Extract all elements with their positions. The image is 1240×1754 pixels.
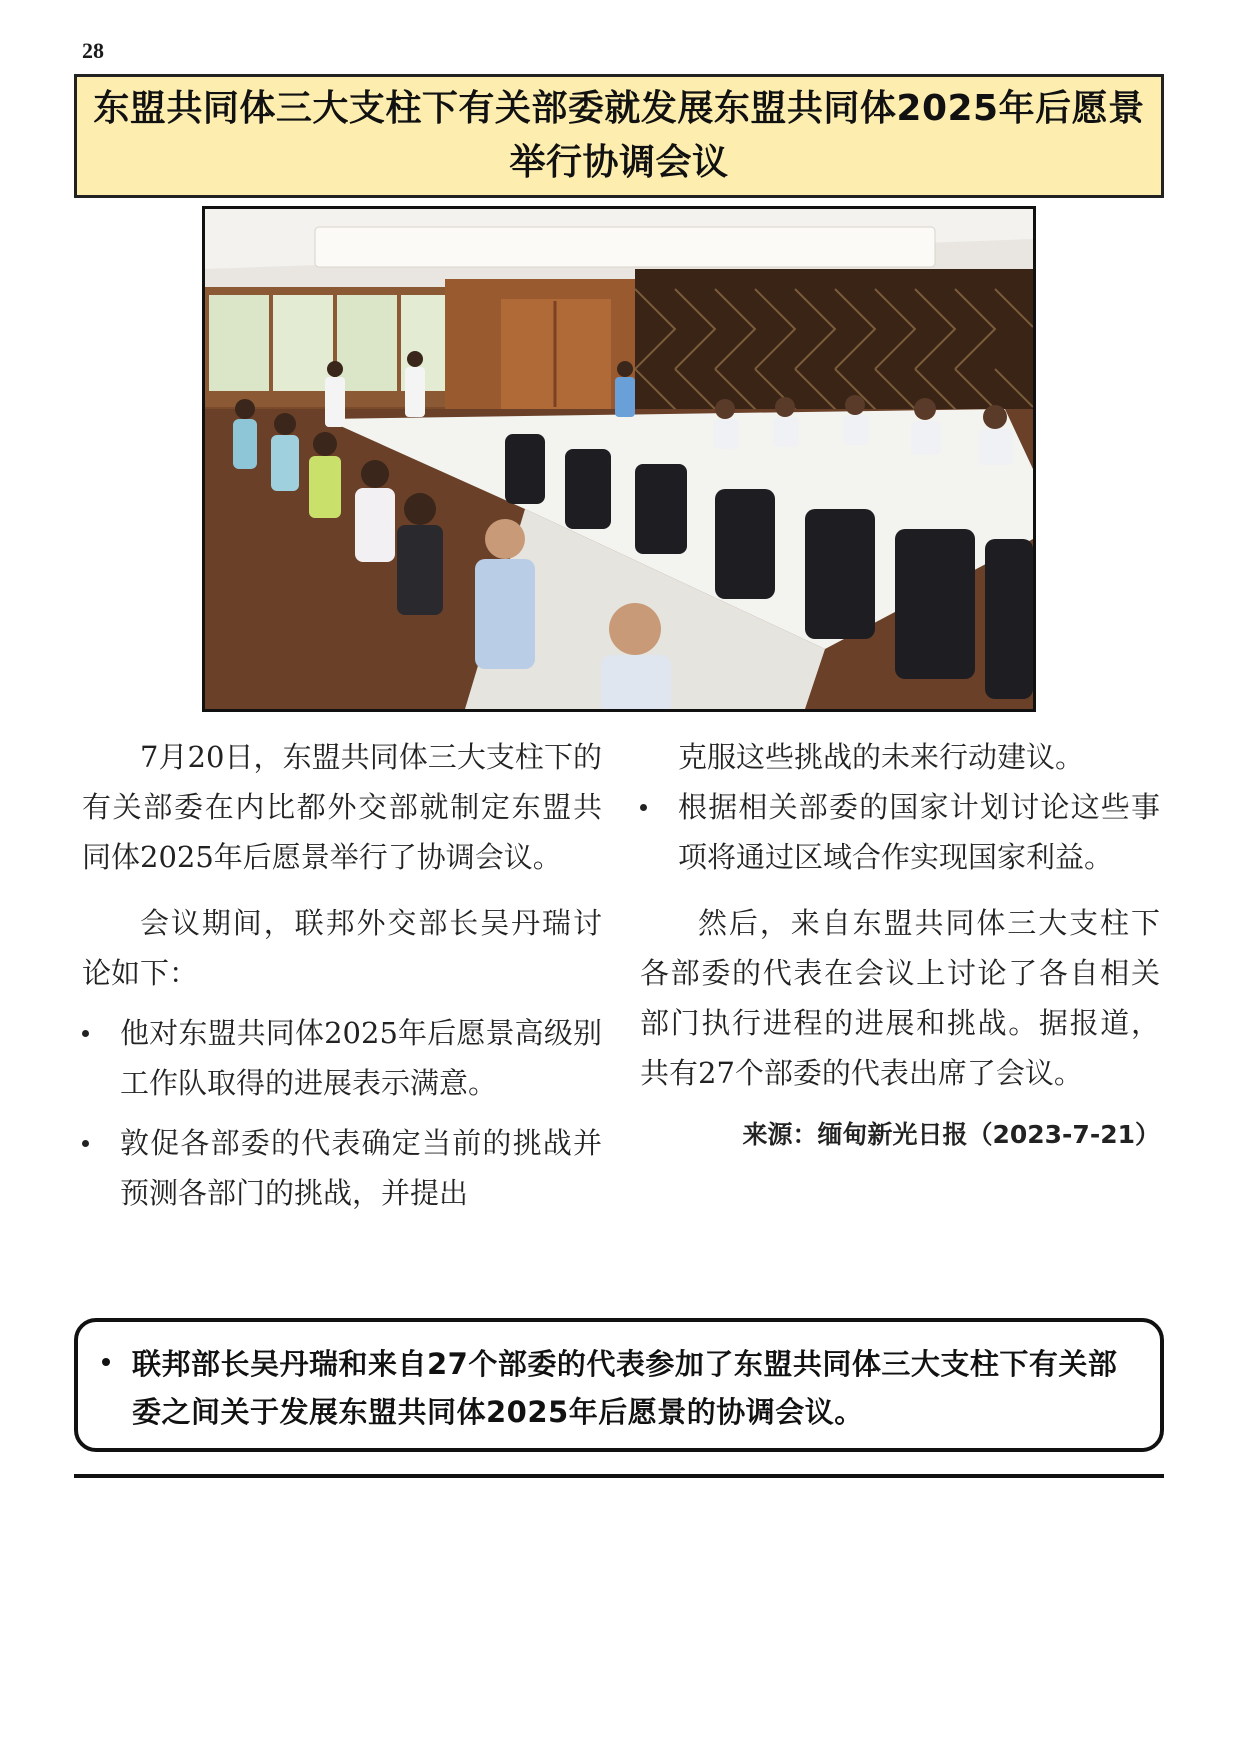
bullet-text-2: 敦促各部委的代表确定当前的挑战并预测各部门的挑战，并提出 [120, 1126, 602, 1210]
left-column [82, 732, 602, 1218]
article-title-box [74, 74, 1164, 198]
bullet-icon [640, 782, 654, 832]
bullet-text-3: 根据相关部委的国家计划讨论这些事项将通过区域合作实现国家利益。 [678, 790, 1160, 874]
paragraph-minister: 会议期间，联邦外交部长吴丹瑞讨论如下： [82, 906, 602, 990]
meeting-photo-icon [205, 209, 1033, 709]
bullet-icon [102, 1358, 110, 1366]
summary-box [74, 1318, 1164, 1452]
paragraph-representatives: 然后，来自东盟共同体三大支柱下各部委的代表在会议上讨论了各自相关部门执行进程的进展和挑战。据报道，共有27个部委的代表出席了会议。 [640, 906, 1160, 1090]
bullet-text-2-continued: 克服这些挑战的未来行动建议。 [678, 740, 1085, 774]
bullet-item-2 [82, 1118, 602, 1218]
title-line-1: 东盟共同体三大支柱下有关部委就发展东盟共同体2025年后愿景 [93, 88, 1145, 129]
summary-text: 联邦部长吴丹瑞和来自27个部委的代表参加了东盟共同体三大支柱下有关部委之间关于发展东盟共同体2025年后愿景的协调会议。 [132, 1347, 1118, 1429]
meeting-photo [202, 206, 1036, 712]
bullet-item-3 [640, 782, 1160, 882]
page-number: 28 [82, 38, 104, 63]
bottom-divider [74, 1474, 1164, 1478]
paragraph-intro: 7月20日，东盟共同体三大支柱下的有关部委在内比都外交部就制定东盟共同体2025年后愿景举行了协调会议。 [82, 740, 602, 874]
right-column [640, 732, 1160, 1160]
bullet-item-1 [82, 1008, 602, 1108]
bullet-icon [82, 1118, 96, 1168]
source-citation: 来源：缅甸新光日报（2023-7-21） [742, 1120, 1160, 1149]
title-line-2: 举行协调会议 [509, 142, 729, 183]
bullet-icon [82, 1008, 96, 1058]
bullet-text-1: 他对东盟共同体2025年后愿景高级别工作队取得的进展表示满意。 [120, 1016, 602, 1100]
